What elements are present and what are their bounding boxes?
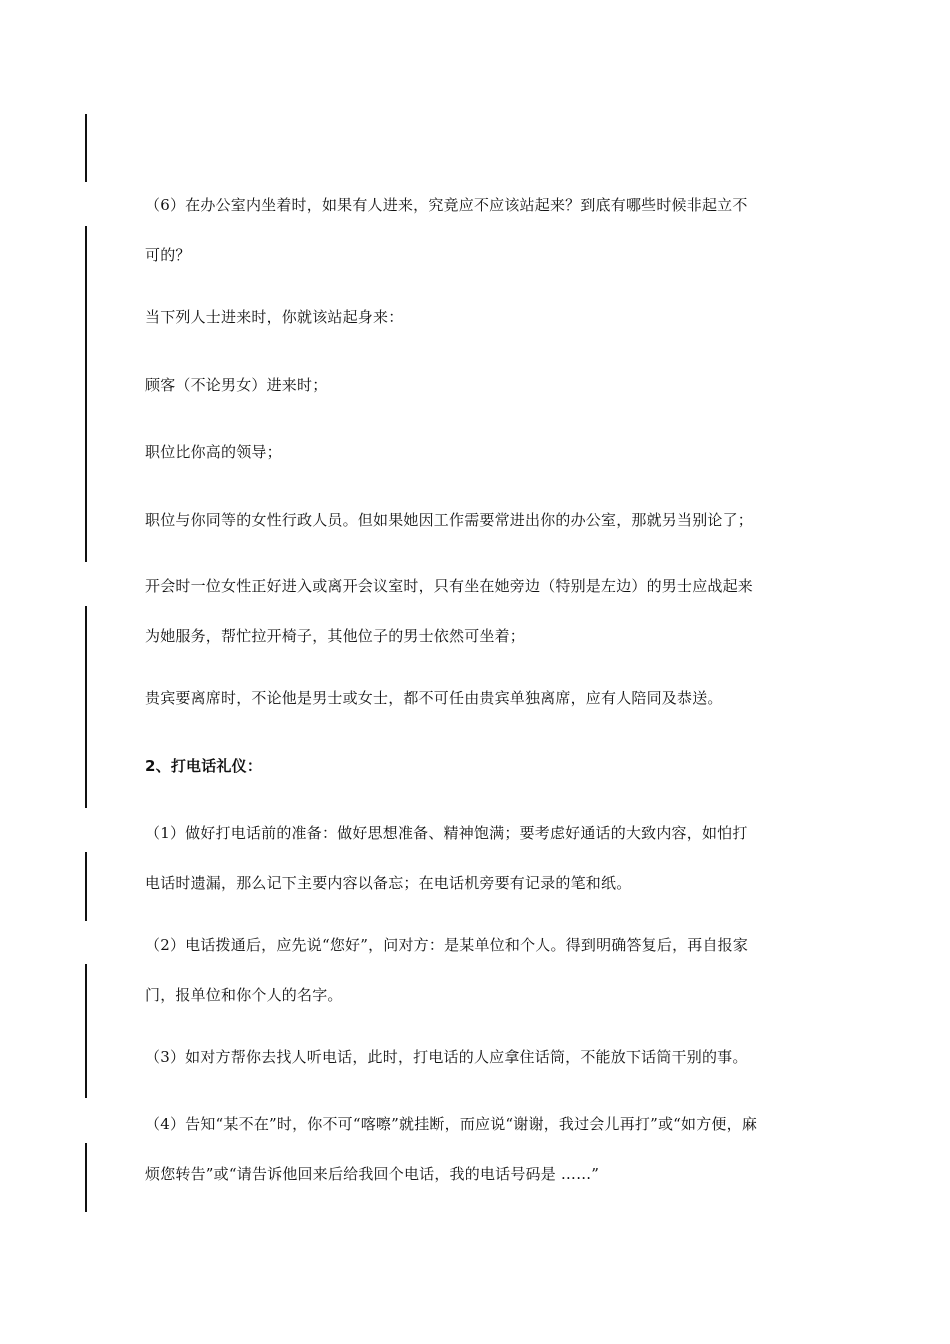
- text-line: 顾客（不论男女）进来时；: [145, 376, 328, 394]
- text-line: 开会时一位女性正好进入或离开会议室时，只有坐在她旁边（特别是左边）的男士应战起来: [145, 577, 754, 595]
- paragraph-phone-absent: [145, 1099, 825, 1199]
- text-line: 可的？: [145, 246, 191, 264]
- revision-bar: [85, 606, 87, 808]
- paragraph-female-colleague: [145, 495, 825, 545]
- text-line: 职位与你同等的女性行政人员。但如果她因工作需要常进出你的办公室，那就另当别论了；: [145, 511, 754, 529]
- revision-bar: [85, 226, 87, 562]
- revision-bar: [85, 1143, 87, 1212]
- revision-bar: [85, 852, 87, 921]
- paragraph-customer: [145, 360, 825, 410]
- text-line: 当下列人士进来时，你就该站起身来：: [145, 308, 404, 326]
- paragraph-vip: [145, 673, 825, 723]
- paragraph-stand-up-question: [145, 180, 825, 280]
- text-line: 贵宾要离席时，不论他是男士或女士，都不可任由贵宾单独离席，应有人陪同及恭送。: [145, 689, 723, 707]
- text-line: 电话时遗漏，那么记下主要内容以备忘；在电话机旁要有记录的笔和纸。: [145, 874, 632, 892]
- paragraph-phone-prepare: [145, 808, 825, 908]
- text-line: 2、打电话礼仪：: [145, 757, 263, 775]
- paragraph-intro: [145, 292, 825, 342]
- section-heading-phone-etiquette: [145, 741, 825, 791]
- text-line: （2）电话拨通后，应先说“您好”，问对方：是某单位和个人。得到明确答复后，再自报家: [145, 936, 749, 954]
- revision-bar: [85, 964, 87, 1098]
- revision-bar: [85, 114, 87, 182]
- text-line: 职位比你高的领导；: [145, 443, 282, 461]
- paragraph-phone-connected: [145, 920, 825, 1020]
- text-line: 为她服务，帮忙拉开椅子，其他位子的男士依然可坐着；: [145, 627, 526, 645]
- paragraph-meeting: [145, 561, 825, 661]
- paragraph-phone-hold: [145, 1032, 825, 1082]
- text-line: （1）做好打电话前的准备：做好思想准备、精神饱满；要考虑好通话的大致内容，如怕打: [145, 824, 748, 842]
- paragraph-superior: [145, 427, 825, 477]
- text-line: （3）如对方帮你去找人听电话，此时，打电话的人应拿住话筒，不能放下话筒干别的事。: [145, 1048, 748, 1066]
- text-line: （6）在办公室内坐着时，如果有人进来，究竟应不应该站起来？到底有哪些时候非起立不: [145, 196, 748, 214]
- text-line: 烦您转告”或“请告诉他回来后给我回个电话，我的电话号码是 ……”: [145, 1165, 600, 1183]
- text-line: （4）告知“某不在”时，你不可“喀嚓”就挂断，而应说“谢谢，我过会儿再打”或“如方便，麻: [145, 1115, 758, 1133]
- text-line: 门，报单位和你个人的名字。: [145, 986, 343, 1004]
